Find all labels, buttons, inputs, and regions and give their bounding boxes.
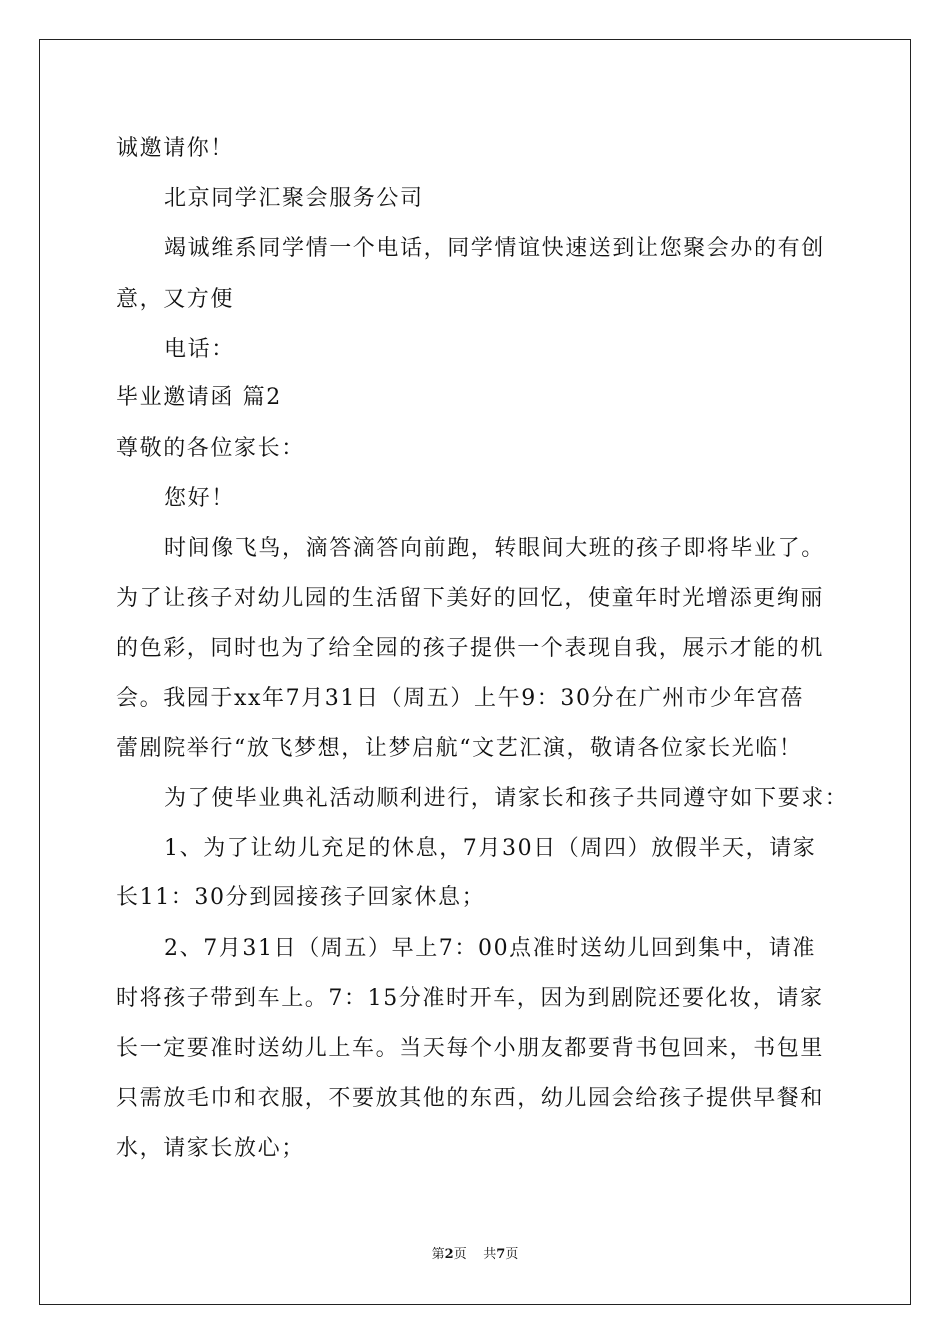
text-line: 为了让孩子对幼儿园的生活留下美好的回忆，使童年时光增添更绚丽 xyxy=(116,586,825,611)
phone-label: 电话： xyxy=(164,337,235,362)
page-border xyxy=(39,39,911,1305)
text-line: 蕾剧院举行“放飞梦想，让梦启航“文艺汇演，敬请各位家长光临！ xyxy=(116,736,803,761)
greeting: 您好！ xyxy=(164,486,235,511)
text-line: 长一定要准时送幼儿上车。当天每个小朋友都要背书包回来，书包里 xyxy=(116,1036,825,1061)
text-line: 会。我园于xx年7月31日（周五）上午9：30分在广州市少年宫蓓 xyxy=(116,686,804,711)
page-number: 2 xyxy=(444,1247,454,1262)
company-name: 北京同学汇聚会服务公司 xyxy=(164,186,424,211)
salutation: 尊敬的各位家长： xyxy=(116,436,305,461)
text-line: 为了使毕业典礼活动顺利进行，请家长和孩子共同遵守如下要求： xyxy=(164,786,849,811)
text-line: 长11：30分到园接孩子回家休息； xyxy=(116,885,486,910)
text-line: 的色彩，同时也为了给全园的孩子提供一个表现自我，展示才能的机 xyxy=(116,636,825,661)
text-line: 1、为了让幼儿充足的休息，7月30日（周四）放假半天，请家 xyxy=(164,836,817,861)
text-line: 2、7月31日（周五）早上7：00点准时送幼儿回到集中，请准 xyxy=(164,936,816,961)
text-line: 诚邀请你！ xyxy=(116,136,235,161)
text-line: 只需放毛巾和衣服，不要放其他的东西，幼儿园会给孩子提供早餐和 xyxy=(116,1086,825,1111)
total-pages: 7 xyxy=(496,1247,506,1262)
text-line: 意，又方便 xyxy=(116,287,235,312)
page-suffix: 页 xyxy=(453,1247,467,1262)
text-line: 时间像飞鸟，滴答滴答向前跑，转眼间大班的孩子即将毕业了。 xyxy=(164,536,825,561)
page-footer xyxy=(0,1247,950,1263)
text-line: 时将孩子带到车上。7：15分准时开车，因为到剧院还要化妆，请家 xyxy=(116,986,824,1011)
text-line: 竭诚维系同学情一个电话，同学情谊快速送到让您聚会办的有创 xyxy=(164,236,825,261)
page-prefix: 第 xyxy=(431,1247,445,1262)
section-heading: 毕业邀请函 篇2 xyxy=(116,385,282,410)
text-line: 水，请家长放心； xyxy=(116,1136,305,1161)
total-suffix: 页 xyxy=(505,1247,519,1262)
total-prefix: 共 xyxy=(483,1247,497,1262)
